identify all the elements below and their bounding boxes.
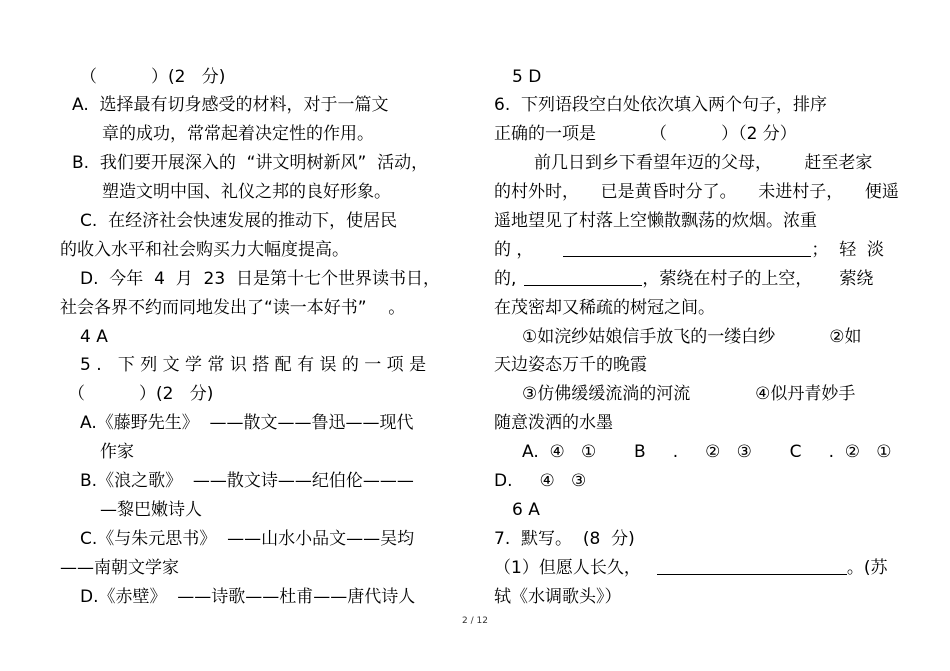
q6-sentence-choices-line3: ③仿佛缓缓流淌的河流 ④似丹青妙手 bbox=[522, 384, 856, 404]
q5-option-c-line2: ——南朝文学家 bbox=[60, 558, 179, 578]
passage-text: ； 轻 淡 bbox=[811, 240, 885, 260]
q6-options-line1: A. ④ ① B . ② ③ C . ② ① bbox=[522, 442, 892, 462]
q6-passage-line4 bbox=[494, 239, 884, 261]
passage-text: （1）但愿人长久， bbox=[494, 558, 641, 578]
passage-text: 的, bbox=[494, 269, 517, 289]
q6-passage-line5 bbox=[494, 268, 873, 290]
q6-sentence-choices-line4: 随意泼洒的水墨 bbox=[494, 413, 613, 433]
q4-option-c-line2: 的收入水平和社会购买力大幅度提高。 bbox=[60, 240, 349, 260]
page-number: 2 / 12 bbox=[462, 616, 488, 626]
passage-text: ，萦绕在村子的上空， 萦绕 bbox=[642, 269, 874, 289]
q5-stem: 5 . 下 列 文 学 常 识 搭 配 有 误 的 一 项 是 bbox=[80, 355, 427, 375]
q4-option-b-line2: 塑造文明中国、礼仪之邦的良好形象。 bbox=[102, 182, 391, 202]
q7-item1-line1 bbox=[494, 557, 887, 579]
passage-text: 的 ， bbox=[494, 240, 534, 260]
q5-option-b-line1: B.《浪之歌》 ——散文诗——纪伯伦——— bbox=[80, 471, 414, 491]
q4-option-d-line1: D. 今年 4 月 23 日是第十七个世界读书日， bbox=[80, 269, 440, 289]
q4-option-d-line2: 社会各界不约而同地发出了“读一本好书” 。 bbox=[60, 298, 406, 318]
q6-stem-line1: 6. 下列语段空白处依次填入两个句子，排序 bbox=[494, 95, 828, 115]
q6-passage-line6: 在茂密却又稀疏的树冠之间。 bbox=[494, 298, 715, 318]
q6-sentence-choices-line1: ①如浣纱姑娘信手放飞的一缕白纱 ②如 bbox=[522, 327, 862, 347]
fill-blank-2 bbox=[524, 269, 642, 286]
q6-answer: 6 A bbox=[512, 500, 540, 520]
q4-option-b-line1: B. 我们要开展深入的 “讲文明树新风” 活动， bbox=[72, 153, 429, 173]
q5-answer: 5 D bbox=[512, 67, 542, 87]
q6-passage-line1: 前几日到乡下看望年迈的父母， 赶至老家 bbox=[534, 153, 873, 173]
q4-answer: 4 A bbox=[80, 327, 108, 347]
q5-option-d-line1: D.《赤壁》 ——诗歌——杜甫——唐代诗人 bbox=[80, 587, 416, 607]
q7-item1-line2: 轼《水调歌头》） bbox=[494, 587, 622, 607]
fill-blank-1 bbox=[563, 240, 811, 257]
q6-options-line2: D. ④ ③ bbox=[494, 471, 587, 491]
q4-option-a-line1: A. 选择最有切身感受的材料，对于一篇文 bbox=[72, 95, 389, 115]
q5-answer-bracket: （ ）(2 分) bbox=[68, 384, 214, 404]
q6-passage-line2: 的村外时， 已是黄昏时分了。 未进村子， 便遥 bbox=[494, 182, 899, 202]
fill-blank-3 bbox=[657, 558, 847, 575]
q4-option-c-line1: C. 在经济社会快速发展的推动下，使居民 bbox=[80, 211, 398, 231]
q5-option-a-line2: 作家 bbox=[100, 442, 134, 462]
q5-option-b-line2: —黎巴嫩诗人 bbox=[100, 500, 202, 520]
q4-option-a-line2: 章的成功，常常起着决定性的作用。 bbox=[102, 124, 374, 144]
q5-option-c-line1: C.《与朱元思书》 ——山水小品文——吴均 bbox=[80, 529, 415, 549]
q4-answer-bracket: （ ）(2 分) bbox=[80, 67, 226, 87]
q6-stem-line2: 正确的一项是 （ ）（2 分） bbox=[494, 124, 797, 144]
q6-sentence-choices-line2: 天边姿态万千的晚霞 bbox=[494, 355, 647, 375]
passage-text: 。(苏 bbox=[846, 558, 888, 578]
q7-stem: 7. 默写。 (8 分) bbox=[494, 529, 635, 549]
q5-option-a-line1: A.《藤野先生》 ——散文——鲁迅——现代 bbox=[80, 413, 414, 433]
q6-passage-line3: 遥地望见了村落上空懒散飘荡的炊烟。浓重 bbox=[494, 211, 817, 231]
